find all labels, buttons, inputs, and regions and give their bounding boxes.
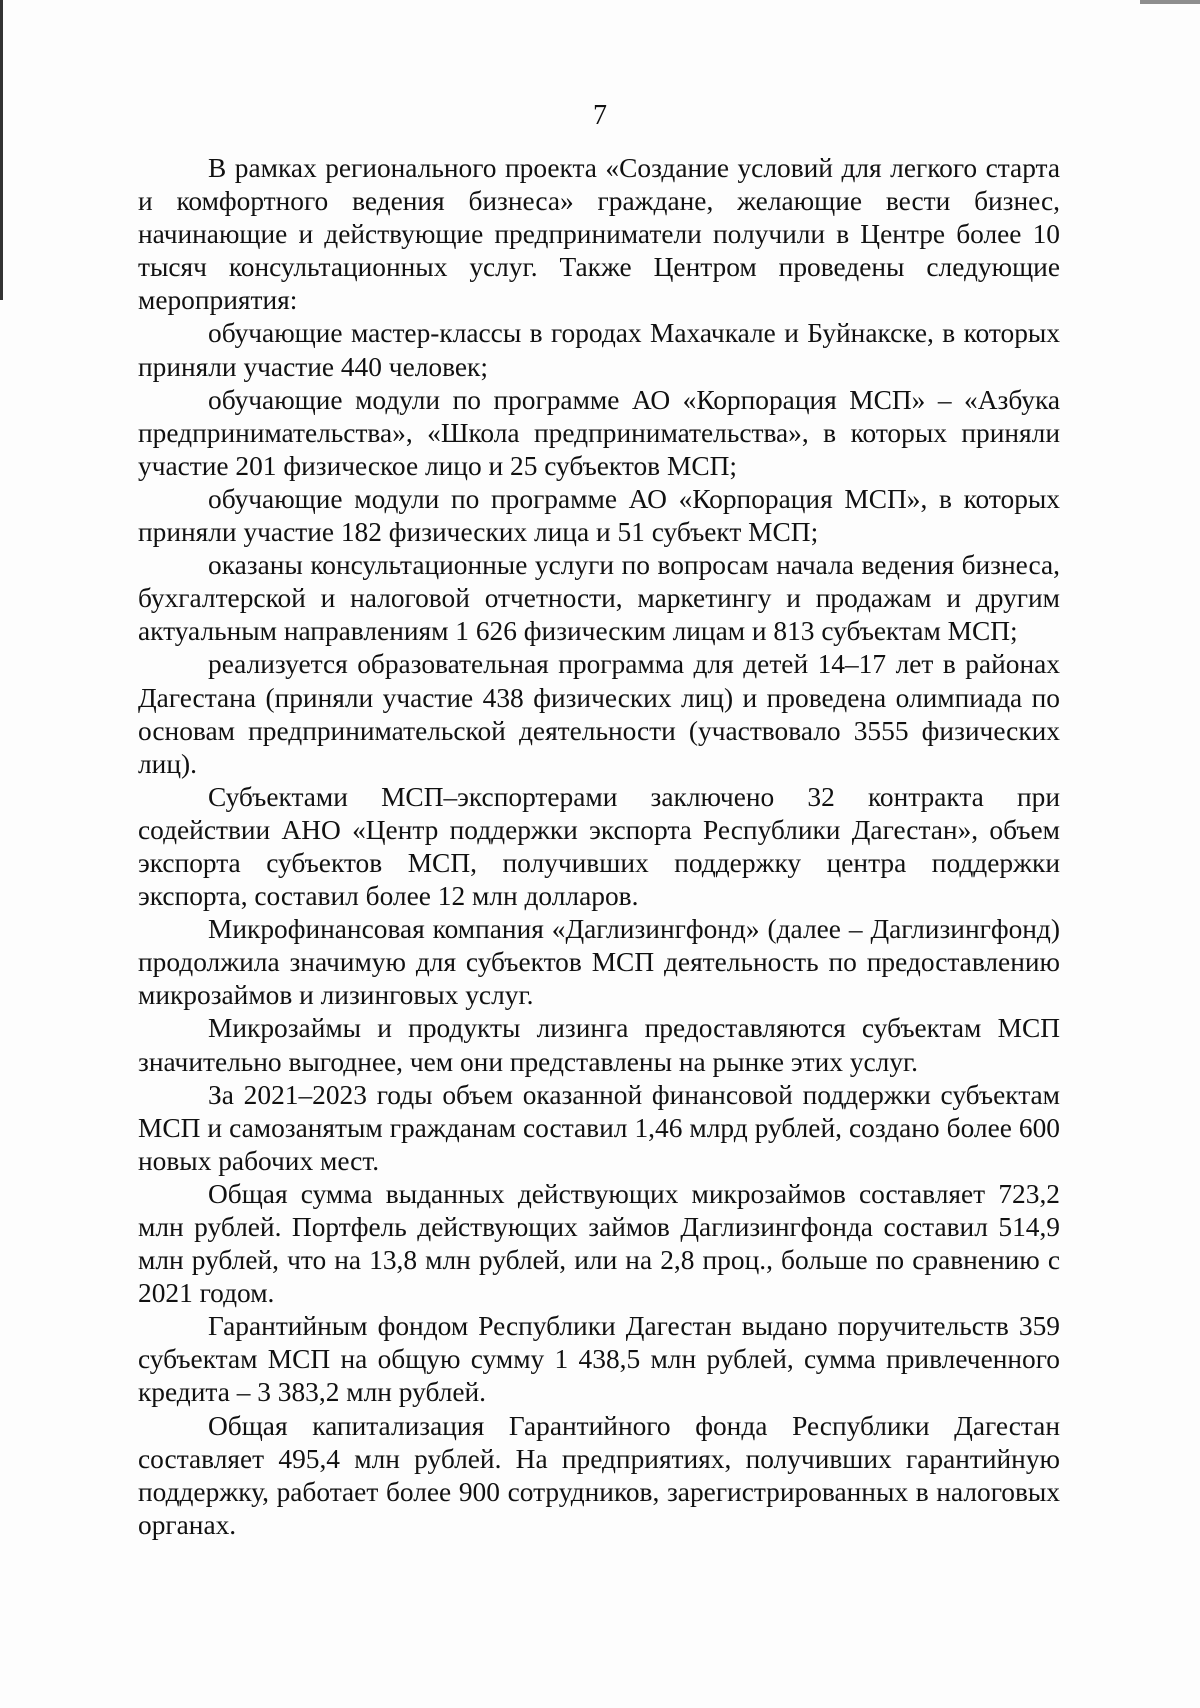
paragraph: Микрофинансовая компания «Даглизингфонд» (далее – Даглизингфонд) продолжила значимую для субъектов МСП деятельность по предоставлению микрозаймов и лизинговых услуг. xyxy=(138,914,1060,1011)
document-body xyxy=(138,152,1060,1542)
paragraph: обучающие модули по программе АО «Корпорация МСП» – «Азбука предпринимательства», «Школа предпринимательства», в которых приняли участие 201 физическое лицо и 25 субъектов МСП; xyxy=(138,384,1060,481)
paragraph: оказаны консультационные услуги по вопросам начала ведения бизнеса, бухгалтерской и налоговой отчетности, маркетингу и продажам и другим актуальным направлениям 1 626 физическим лицам и 813 субъектам МСП; xyxy=(138,550,1060,647)
paragraph: реализуется образовательная программа для детей 14–17 лет в районах Дагестана (приняли участие 438 физических лиц) и проведена олимпиада по основам предпринимательской деятельности (участвовало 3555 физических лиц). xyxy=(138,649,1060,779)
paragraph: обучающие модули по программе АО «Корпорация МСП», в которых приняли участие 182 физических лица и 51 субъект МСП; xyxy=(138,483,1060,548)
scan-edge-mark xyxy=(0,0,3,300)
paragraph: Гарантийным фондом Республики Дагестан выдано поручительств 359 субъектам МСП на общую сумму 1 438,5 млн рублей, сумма привлеченного кредита – 3 383,2 млн рублей. xyxy=(138,1311,1060,1408)
paragraph: В рамках регионального проекта «Создание условий для легкого старта и комфортного ведения бизнеса» граждане, желающие вести бизнес, начинающие и действующие предприниматели получили в Центре более 10 тысяч консультационных услуг. Также Центром проведены следующие мероприятия: xyxy=(138,153,1060,316)
paragraph: Общая капитализация Гарантийного фонда Республики Дагестан составляет 495,4 млн рублей. На предприятиях, получивших гарантийную поддержку, работает более 900 сотрудников, зарегистрированных в налоговых органах. xyxy=(138,1410,1060,1540)
paragraph: За 2021–2023 годы объем оказанной финансовой поддержки субъектам МСП и самозанятым гражданам составил 1,46 млрд рублей, создано более 600 новых рабочих мест. xyxy=(138,1079,1060,1176)
paragraph: Субъектами МСП–экспортерами заключено 32 контракта при содействии АНО «Центр поддержки экспорта Республики Дагестан», объем экспорта субъектов МСП, получивших поддержку центра поддержки экспорта, составил более 12 млн долларов. xyxy=(138,781,1060,912)
scan-edge-mark-top xyxy=(1140,0,1200,4)
page-number: 7 xyxy=(593,100,607,131)
paragraph: Микрозаймы и продукты лизинга предоставляются субъектам МСП значительно выгоднее, чем они представлены на рынке этих услуг. xyxy=(138,1013,1060,1077)
paragraph: обучающие мастер-классы в городах Махачкале и Буйнакске, в которых приняли участие 440 человек; xyxy=(138,318,1060,382)
paragraph: Общая сумма выданных действующих микрозаймов составляет 723,2 млн рублей. Портфель действующих займов Даглизингфонда составил 514,9 млн рублей, что на 13,8 млн рублей, или на 2,8 проц., больше по сравнению с 2021 годом. xyxy=(138,1178,1060,1309)
